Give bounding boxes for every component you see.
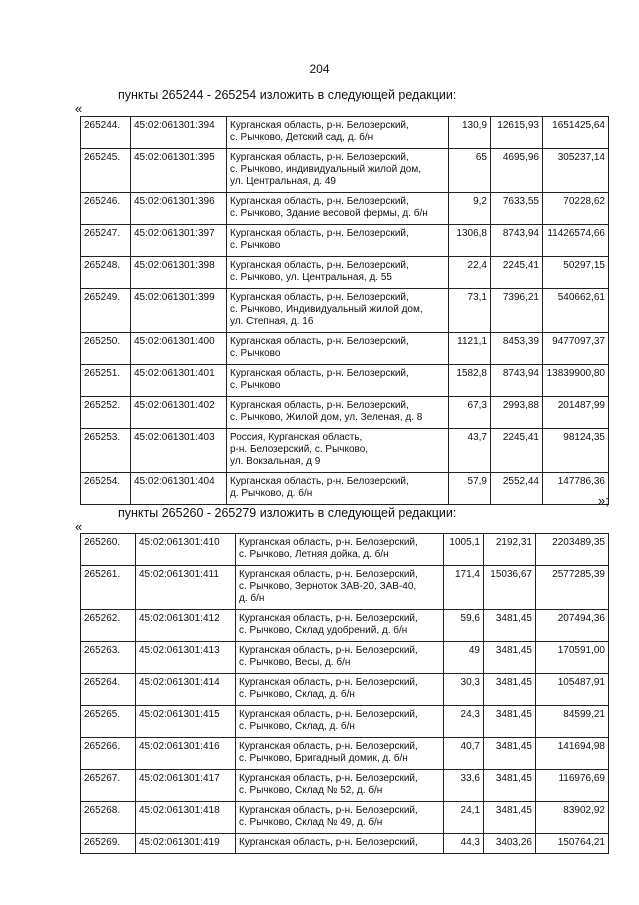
row-number-cell: 265263. — [81, 642, 136, 674]
row-number-cell: 265247. — [81, 225, 131, 257]
table-row — [81, 365, 609, 397]
unit-price-cell: 8743,94 — [491, 225, 543, 257]
unit-price-cell: 3481,45 — [484, 674, 536, 706]
table-row — [81, 566, 609, 610]
address-line: Курганская область, р-н. Белозерский, — [239, 741, 418, 752]
row-number-cell: 265264. — [81, 674, 136, 706]
area-cell: 30,3 — [444, 674, 484, 706]
address-cell — [227, 225, 449, 257]
address-cell — [236, 674, 444, 706]
address-cell — [236, 834, 444, 854]
unit-price-cell: 2552,44 — [491, 473, 543, 505]
table-row — [81, 738, 609, 770]
cadastral-number-cell: 45:02:061301:417 — [136, 770, 236, 802]
row-number-cell: 265261. — [81, 566, 136, 610]
address-cell — [236, 738, 444, 770]
address-cell — [236, 802, 444, 834]
unit-price-cell: 2245,41 — [491, 429, 543, 473]
unit-price-cell: 3403,26 — [484, 834, 536, 854]
cadastral-number-cell: 45:02:061301:415 — [136, 706, 236, 738]
cadastral-number-cell: 45:02:061301:410 — [136, 534, 236, 566]
row-number-cell: 265244. — [81, 117, 131, 149]
address-line: Курганская область, р-н. Белозерский, — [239, 837, 418, 848]
cadastral-cost-cell: 116976,69 — [536, 770, 609, 802]
row-number-cell: 265266. — [81, 738, 136, 770]
area-cell: 22,4 — [449, 257, 491, 289]
row-number-cell: 265251. — [81, 365, 131, 397]
table-row — [81, 117, 609, 149]
table-row — [81, 834, 609, 854]
table-row — [81, 642, 609, 674]
address-cell — [227, 365, 449, 397]
address-line: с. Рычково — [230, 348, 281, 359]
unit-price-cell: 3481,45 — [484, 738, 536, 770]
address-line: Курганская область, р-н. Белозерский, — [239, 805, 418, 816]
table-row — [81, 225, 609, 257]
table-row — [81, 289, 609, 333]
cadastral-number-cell: 45:02:061301:396 — [131, 193, 227, 225]
row-number-cell: 265246. — [81, 193, 131, 225]
area-cell: 171,4 — [444, 566, 484, 610]
address-line: с. Рычково, Зерноток ЗАВ-20, ЗАВ-40, — [239, 581, 417, 592]
unit-price-cell: 7396,21 — [491, 289, 543, 333]
address-line: с. Рычково, Склад, д. б/н — [239, 689, 355, 700]
unit-price-cell: 2993,88 — [491, 397, 543, 429]
unit-price-cell: 2192,31 — [484, 534, 536, 566]
address-line: Курганская область, р-н. Белозерский, — [230, 292, 409, 303]
area-cell: 40,7 — [444, 738, 484, 770]
table-row — [81, 149, 609, 193]
cadastral-number-cell: 45:02:061301:400 — [131, 333, 227, 365]
row-number-cell: 265252. — [81, 397, 131, 429]
cadastral-cost-cell: 84599,21 — [536, 706, 609, 738]
address-line: Курганская область, р-н. Белозерский, — [230, 228, 409, 239]
address-cell — [227, 429, 449, 473]
row-number-cell: 265269. — [81, 834, 136, 854]
table-row — [81, 802, 609, 834]
section1-close-quote: »; — [598, 493, 609, 508]
cadastral-cost-cell: 50297,15 — [543, 257, 609, 289]
cadastral-number-cell: 45:02:061301:411 — [136, 566, 236, 610]
address-line: с. Рычково — [230, 380, 281, 391]
address-cell — [236, 610, 444, 642]
address-line: Курганская область, р-н. Белозерский, — [230, 476, 409, 487]
section2-open-quote: « — [75, 519, 83, 534]
address-line: Курганская область, р-н. Белозерский, — [239, 569, 418, 580]
address-line: с. Рычково, Бригадный домик, д. б/н — [239, 753, 408, 764]
area-cell: 65 — [449, 149, 491, 193]
address-line: Курганская область, р-н. Белозерский, — [230, 260, 409, 271]
area-cell: 44,3 — [444, 834, 484, 854]
area-cell: 73,1 — [449, 289, 491, 333]
cadastral-cost-cell: 98124,35 — [543, 429, 609, 473]
area-cell: 49 — [444, 642, 484, 674]
unit-price-cell: 8453,39 — [491, 333, 543, 365]
section2-intro: пункты 265260 - 265279 изложить в следующей редакции: — [118, 506, 457, 520]
table-row — [81, 706, 609, 738]
cadastral-number-cell: 45:02:061301:399 — [131, 289, 227, 333]
section1-intro: пункты 265244 - 265254 изложить в следующей редакции: — [118, 88, 457, 102]
row-number-cell: 265250. — [81, 333, 131, 365]
unit-price-cell: 3481,45 — [484, 706, 536, 738]
cadastral-number-cell: 45:02:061301:414 — [136, 674, 236, 706]
cadastral-number-cell: 45:02:061301:412 — [136, 610, 236, 642]
address-line: Курганская область, р-н. Белозерский, — [239, 773, 418, 784]
cadastral-number-cell: 45:02:061301:397 — [131, 225, 227, 257]
address-line: с. Рычково, Индивидуальный жилой дом, — [230, 304, 423, 315]
unit-price-cell: 15036,67 — [484, 566, 536, 610]
address-cell — [227, 117, 449, 149]
cadastral-cost-cell: 105487,91 — [536, 674, 609, 706]
cadastral-cost-cell: 13839900,80 — [543, 365, 609, 397]
address-line: Курганская область, р-н. Белозерский, — [230, 336, 409, 347]
address-line: ул. Степная, д. 16 — [230, 316, 314, 327]
unit-price-cell: 2245,41 — [491, 257, 543, 289]
cadastral-cost-cell: 141694,98 — [536, 738, 609, 770]
cadastral-cost-cell: 150764,21 — [536, 834, 609, 854]
cadastral-cost-cell: 305237,14 — [543, 149, 609, 193]
address-line: с. Рычково, индивидуальный жилой дом, — [230, 164, 422, 175]
cadastral-number-cell: 45:02:061301:403 — [131, 429, 227, 473]
address-line: Курганская область, р-н. Белозерский, — [239, 613, 418, 624]
address-line: д. б/н — [239, 593, 265, 604]
address-line: Курганская область, р-н. Белозерский, — [230, 400, 409, 411]
cadastral-number-cell: 45:02:061301:398 — [131, 257, 227, 289]
row-number-cell: 265248. — [81, 257, 131, 289]
address-line: с. Рычково, Здание весовой фермы, д. б/н — [230, 208, 428, 219]
address-line: Россия, Курганская область, — [230, 432, 363, 443]
address-cell — [227, 289, 449, 333]
row-number-cell: 265249. — [81, 289, 131, 333]
page-number: 204 — [309, 62, 330, 76]
section1-table — [80, 116, 609, 505]
address-line: с. Рычково, Склад № 52, д. б/н — [239, 785, 383, 796]
cadastral-cost-cell: 70228,62 — [543, 193, 609, 225]
area-cell: 67,3 — [449, 397, 491, 429]
row-number-cell: 265267. — [81, 770, 136, 802]
cadastral-cost-cell: 83902,92 — [536, 802, 609, 834]
cadastral-cost-cell: 9477097,37 — [543, 333, 609, 365]
area-cell: 130,9 — [449, 117, 491, 149]
address-cell — [236, 770, 444, 802]
area-cell: 24,3 — [444, 706, 484, 738]
cadastral-cost-cell: 170591,00 — [536, 642, 609, 674]
address-cell — [236, 706, 444, 738]
table-row — [81, 397, 609, 429]
cadastral-number-cell: 45:02:061301:404 — [131, 473, 227, 505]
address-line: Курганская область, р-н. Белозерский, — [239, 709, 418, 720]
cadastral-number-cell: 45:02:061301:413 — [136, 642, 236, 674]
unit-price-cell: 8743,94 — [491, 365, 543, 397]
unit-price-cell: 3481,45 — [484, 642, 536, 674]
area-cell: 9,2 — [449, 193, 491, 225]
cadastral-cost-cell: 11426574,66 — [543, 225, 609, 257]
area-cell: 1306,8 — [449, 225, 491, 257]
address-line: с. Рычково — [230, 240, 281, 251]
unit-price-cell: 12615,93 — [491, 117, 543, 149]
area-cell: 24,1 — [444, 802, 484, 834]
cadastral-number-cell: 45:02:061301:395 — [131, 149, 227, 193]
address-line: Курганская область, р-н. Белозерский, — [239, 537, 418, 548]
address-line: с. Рычково, Жилой дом, ул. Зеленая, д. 8 — [230, 412, 423, 423]
area-cell: 43,7 — [449, 429, 491, 473]
address-line: Курганская область, р-н. Белозерский, — [230, 196, 409, 207]
address-line: р-н. Белозерский, с. Рычково, — [230, 444, 369, 455]
address-cell — [236, 566, 444, 610]
address-line: д. Рычково, д. б/н — [230, 488, 313, 499]
address-line: ул. Центральная, д. 49 — [230, 176, 336, 187]
cadastral-cost-cell: 201487,99 — [543, 397, 609, 429]
address-cell — [227, 397, 449, 429]
address-cell — [227, 149, 449, 193]
table-row — [81, 610, 609, 642]
cadastral-number-cell: 45:02:061301:401 — [131, 365, 227, 397]
cadastral-cost-cell: 2203489,35 — [536, 534, 609, 566]
table-row — [81, 257, 609, 289]
address-line: Курганская область, р-н. Белозерский, — [230, 120, 409, 131]
table-row — [81, 770, 609, 802]
cadastral-cost-cell: 207494,36 — [536, 610, 609, 642]
area-cell: 33,6 — [444, 770, 484, 802]
unit-price-cell: 3481,45 — [484, 610, 536, 642]
address-line: Курганская область, р-н. Белозерский, — [239, 677, 418, 688]
address-cell — [227, 257, 449, 289]
cadastral-number-cell: 45:02:061301:394 — [131, 117, 227, 149]
table-row — [81, 333, 609, 365]
area-cell: 1582,8 — [449, 365, 491, 397]
cadastral-cost-cell: 2577285,39 — [536, 566, 609, 610]
table-row — [81, 193, 609, 225]
address-cell — [227, 473, 449, 505]
unit-price-cell: 3481,45 — [484, 770, 536, 802]
row-number-cell: 265262. — [81, 610, 136, 642]
cadastral-number-cell: 45:02:061301:419 — [136, 834, 236, 854]
cadastral-cost-cell: 1651425,64 — [543, 117, 609, 149]
address-cell — [236, 534, 444, 566]
row-number-cell: 265254. — [81, 473, 131, 505]
address-cell — [227, 333, 449, 365]
row-number-cell: 265260. — [81, 534, 136, 566]
address-line: с. Рычково, Склад удобрений, д. б/н — [239, 625, 408, 636]
address-line: с. Рычково, Склад, д. б/н — [239, 721, 355, 732]
cadastral-cost-cell: 147786,36 — [543, 473, 609, 505]
table-row — [81, 429, 609, 473]
table-row — [81, 674, 609, 706]
address-line: Курганская область, р-н. Белозерский, — [230, 368, 409, 379]
unit-price-cell: 4695,96 — [491, 149, 543, 193]
address-line: Курганская область, р-н. Белозерский, — [230, 152, 409, 163]
section2-table — [80, 533, 609, 854]
row-number-cell: 265268. — [81, 802, 136, 834]
row-number-cell: 265253. — [81, 429, 131, 473]
area-cell: 57,9 — [449, 473, 491, 505]
unit-price-cell: 3481,45 — [484, 802, 536, 834]
address-line: Курганская область, р-н. Белозерский, — [239, 645, 418, 656]
address-line: ул. Вокзальная, д 9 — [230, 456, 321, 467]
area-cell: 59,6 — [444, 610, 484, 642]
row-number-cell: 265245. — [81, 149, 131, 193]
cadastral-cost-cell: 540662,61 — [543, 289, 609, 333]
unit-price-cell: 7633,55 — [491, 193, 543, 225]
area-cell: 1121,1 — [449, 333, 491, 365]
cadastral-number-cell: 45:02:061301:418 — [136, 802, 236, 834]
address-cell — [236, 642, 444, 674]
address-line: с. Рычково, Детский сад, д. б/н — [230, 132, 374, 143]
row-number-cell: 265265. — [81, 706, 136, 738]
address-line: с. Рычково, Весы, д. б/н — [239, 657, 351, 668]
section1-open-quote: « — [75, 101, 83, 116]
table-row — [81, 534, 609, 566]
address-line: с. Рычково, Летняя дойка, д. б/н — [239, 549, 389, 560]
address-cell — [227, 193, 449, 225]
area-cell: 1005,1 — [444, 534, 484, 566]
address-line: с. Рычково, ул. Центральная, д. 55 — [230, 272, 392, 283]
cadastral-number-cell: 45:02:061301:416 — [136, 738, 236, 770]
cadastral-number-cell: 45:02:061301:402 — [131, 397, 227, 429]
table-row — [81, 473, 609, 505]
address-line: с. Рычково, Склад № 49, д. б/н — [239, 817, 383, 828]
